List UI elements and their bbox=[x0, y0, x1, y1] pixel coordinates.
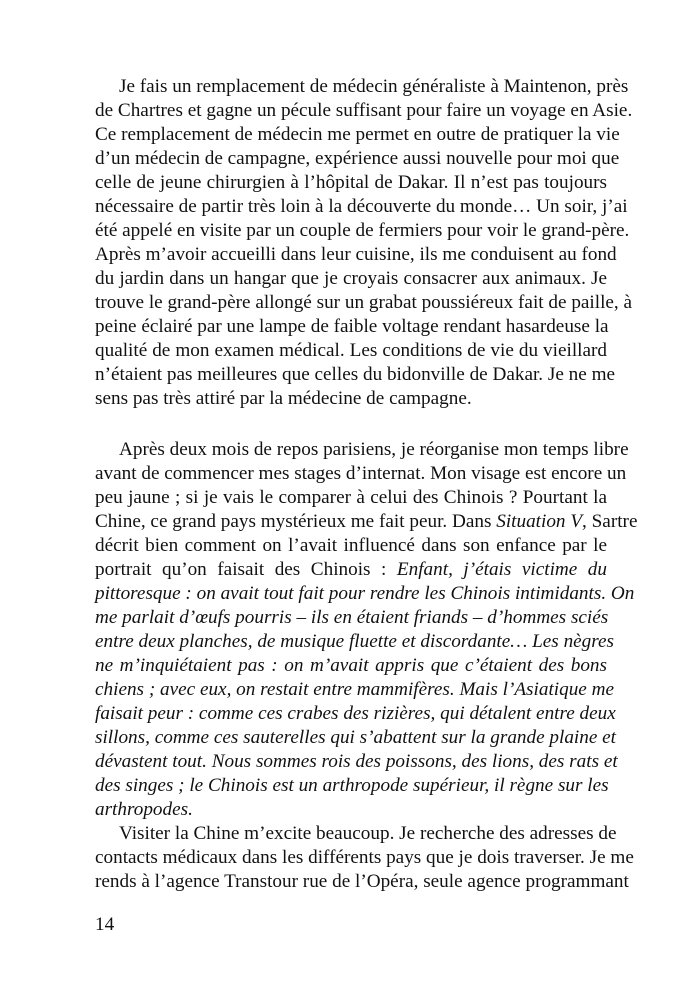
quotation-line: arthropodes. bbox=[95, 799, 193, 820]
text-line: Après m’avoir accueilli dans leur cuisine, ils me conduisent au fond bbox=[95, 244, 617, 265]
quotation: Enfant, j’étais victime du bbox=[396, 559, 607, 580]
text-line: été appelé en visite par un couple de fermiers pour voir le grand-père. bbox=[95, 220, 630, 241]
text-line: Je fais un remplacement de médecin généraliste à Maintenon, près bbox=[119, 76, 629, 97]
text-line: d’un médecin de campagne, expérience aussi nouvelle pour moi que bbox=[95, 148, 620, 169]
page-number: 14 bbox=[95, 914, 115, 935]
book-title: Situation V bbox=[496, 511, 583, 532]
paragraph bbox=[95, 822, 634, 894]
text-line: décrit bien comment on l’avait influencé dans son enfance par le bbox=[95, 535, 607, 556]
paragraph bbox=[95, 75, 633, 411]
text-line: portrait qu’on faisait des Chinois : Enfant, j’étais victime du bbox=[95, 559, 607, 580]
text-line: Après deux mois de repos parisiens, je réorganise mon temps libre bbox=[119, 439, 629, 460]
quotation-line: faisait peur : comme ces crabes des rizières, qui détalent entre deux bbox=[95, 703, 616, 724]
paragraph-gap bbox=[95, 411, 607, 438]
quotation-line: entre deux planches, de musique fluette et discordante… Les nègres bbox=[95, 631, 615, 652]
paragraph bbox=[95, 438, 638, 822]
quotation-line: des singes ; le Chinois est un arthropode supérieur, il règne sur les bbox=[95, 775, 609, 796]
text-line: Visiter la Chine m’excite beaucoup. Je recherche des adresses de bbox=[119, 823, 617, 844]
quotation-line: me parlait d’œufs pourris – ils en étaient friands – d’hommes sciés bbox=[95, 607, 609, 628]
text-line: sens pas très attiré par la médecine de campagne. bbox=[95, 388, 472, 409]
text-line: n’étaient pas meilleures que celles du bidonville de Dakar. Je ne me bbox=[95, 364, 616, 385]
text-line: Chine, ce grand pays mystérieux me fait peur. Dans Situation V, Sartre bbox=[95, 511, 638, 532]
text-line: du jardin dans un hangar que je croyais consacrer aux animaux. Je bbox=[95, 268, 607, 289]
text-line: de Chartres et gagne un pécule suffisant pour faire un voyage en Asie. bbox=[95, 100, 633, 121]
text-line: qualité de mon examen médical. Les conditions de vie du vieillard bbox=[95, 340, 607, 361]
text-line: rends à l’agence Transtour rue de l’Opéra, seule agence programmant bbox=[95, 871, 629, 892]
text-line: trouve le grand-père allongé sur un grabat poussiéreux fait de paille, à bbox=[95, 292, 633, 313]
text-line: avant de commencer mes stages d’internat. Mon visage est encore un bbox=[95, 463, 627, 484]
quotation-line: chiens ; avec eux, on restait entre mammifères. Mais l’Asiatique me bbox=[95, 679, 614, 700]
text-line: nécessaire de partir très loin à la découverte du monde… Un soir, j’ai bbox=[95, 196, 628, 217]
text-line: peine éclairé par une lampe de faible voltage rendant hasardeuse la bbox=[95, 316, 609, 337]
quotation-line: dévastent tout. Nous sommes rois des poissons, des lions, des rats et bbox=[95, 751, 618, 772]
quotation-line: pittoresque : on avait tout fait pour rendre les Chinois intimidants. On bbox=[95, 583, 635, 604]
text-line: contacts médicaux dans les différents pays que je dois traverser. Je me bbox=[95, 847, 634, 868]
text-line: Ce remplacement de médecin me permet en outre de pratiquer la vie bbox=[95, 124, 620, 145]
text-line: peu jaune ; si je vais le comparer à celui des Chinois ? Pourtant la bbox=[95, 487, 607, 508]
body-text bbox=[95, 75, 638, 894]
text-line: celle de jeune chirurgien à l’hôpital de Dakar. Il n’est pas toujours bbox=[95, 172, 607, 193]
quotation-line: ne m’inquiétaient pas : on m’avait appris que c’étaient des bons bbox=[95, 655, 607, 676]
quotation-line: sillons, comme ces sauterelles qui s’abattent sur la grande plaine et bbox=[95, 727, 617, 748]
